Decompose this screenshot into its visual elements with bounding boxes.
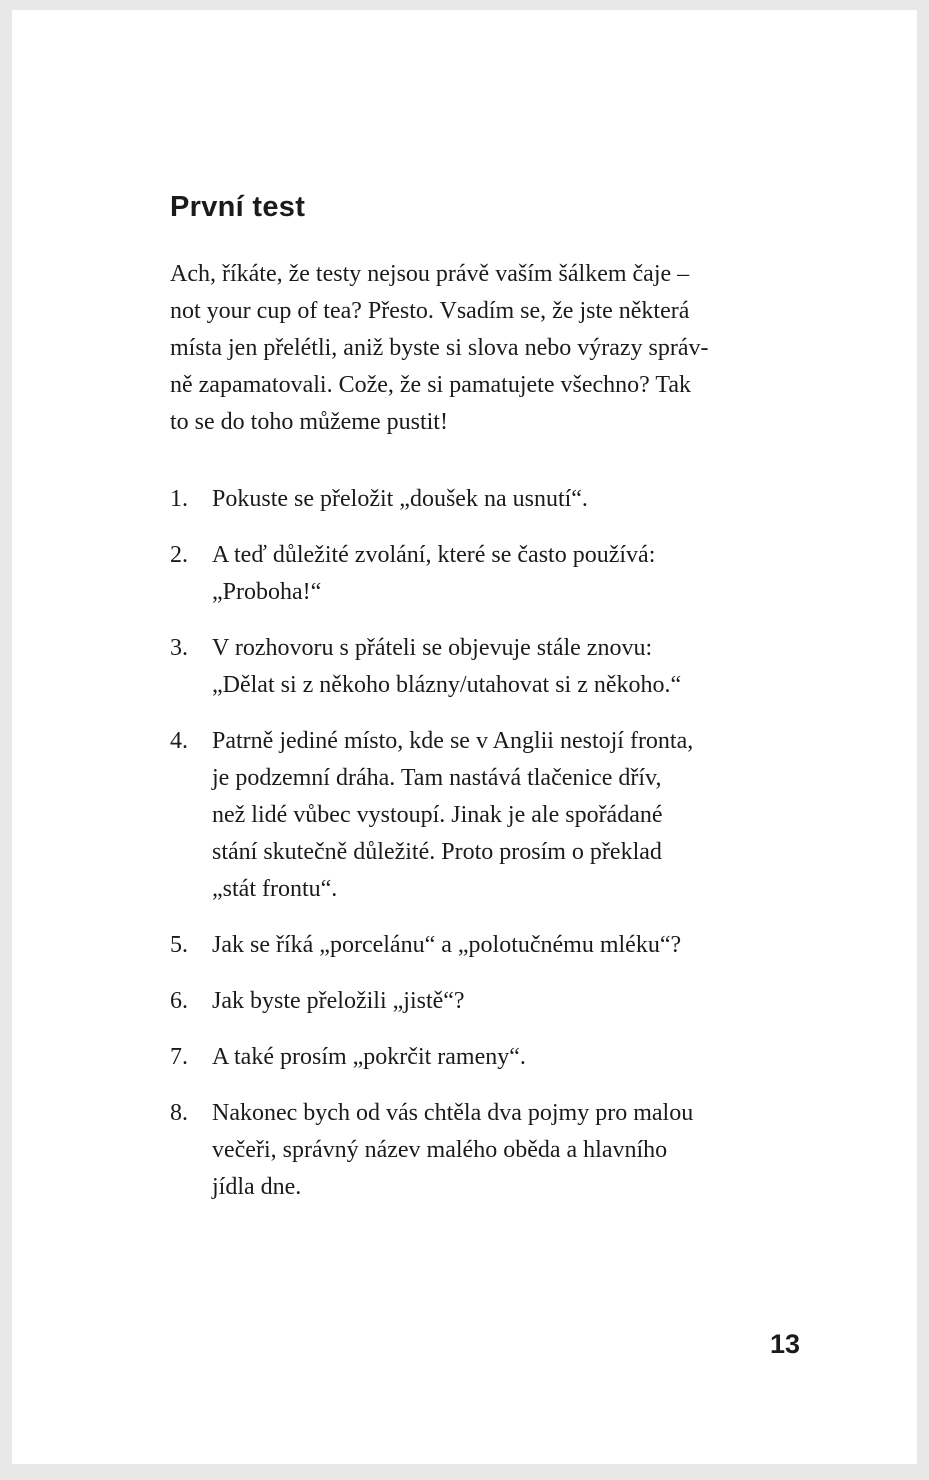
list-item: [170, 1095, 806, 1206]
list-item: [170, 537, 806, 611]
intro-line: Ach, říkáte, že testy nejsou právě vaším šálkem čaje –: [170, 261, 690, 287]
intro-line: ně zapamatovali. Cože, že si pamatujete všechno? Tak: [170, 372, 691, 398]
text-line: Patrně jediné místo, kde se v Anglii nestojí fronta,: [212, 728, 694, 754]
list-item-number: 4.: [170, 728, 188, 754]
text-line: Pokuste se přeložit „doušek na usnutí“.: [212, 486, 588, 512]
list-item-number: 6.: [170, 988, 188, 1014]
text-line: stání skutečně důležité. Proto prosím o překlad: [212, 839, 662, 865]
list-item-text: [212, 1039, 806, 1076]
intro-line: místa jen přelétli, aniž byste si slova nebo výrazy správ-: [170, 335, 709, 361]
list-item-text: [212, 723, 806, 908]
question-list: [170, 481, 806, 1206]
text-line: „stát frontu“.: [212, 876, 338, 902]
list-item-text: [212, 537, 806, 611]
list-item-text: [212, 927, 806, 964]
list-item-text: [212, 481, 806, 518]
list-item: [170, 481, 806, 518]
list-item-number: 1.: [170, 486, 188, 512]
list-item-number: 7.: [170, 1044, 188, 1070]
page-number: 13: [769, 1329, 800, 1359]
list-item: [170, 630, 806, 704]
text-line: V rozhovoru s přáteli se objevuje stále znovu:: [212, 635, 653, 661]
list-item-number: 5.: [170, 932, 188, 958]
text-line: Nakonec bych od vás chtěla dva pojmy pro malou: [212, 1100, 694, 1126]
text-line: A teď důležité zvolání, které se často používá:: [212, 542, 656, 568]
text-line: večeři, správný název malého oběda a hlavního: [212, 1137, 668, 1163]
text-line: je podzemní dráha. Tam nastává tlačenice dřív,: [212, 765, 662, 791]
page-title: První test: [170, 191, 306, 223]
list-item: [170, 983, 806, 1020]
text-line: Jak byste přeložili „jistě“?: [212, 988, 465, 1014]
list-item-number: 3.: [170, 635, 188, 661]
text-line: „Dělat si z někoho blázny/utahovat si z někoho.“: [212, 672, 682, 698]
page-content: [170, 190, 806, 1225]
intro-line: to se do toho můžeme pustit!: [170, 409, 448, 435]
list-item: [170, 1039, 806, 1076]
intro-paragraph: [170, 256, 806, 441]
list-item: [170, 723, 806, 908]
text-line: Jak se říká „porcelánu“ a „polotučnému mléku“?: [212, 932, 682, 958]
list-item-text: [212, 983, 806, 1020]
intro-line: not your cup of tea? Přesto. Vsadím se, že jste některá: [170, 298, 690, 324]
text-line: jídla dne.: [212, 1174, 302, 1200]
list-item-text: [212, 630, 806, 704]
text-line: než lidé vůbec vystoupí. Jinak je ale spořádané: [212, 802, 663, 828]
list-item-number: 8.: [170, 1100, 188, 1126]
text-line: „Proboha!“: [212, 579, 322, 605]
list-item-number: 2.: [170, 542, 188, 568]
list-item: [170, 927, 806, 964]
text-line: A také prosím „pokrčit rameny“.: [212, 1044, 526, 1070]
list-item-text: [212, 1095, 806, 1206]
